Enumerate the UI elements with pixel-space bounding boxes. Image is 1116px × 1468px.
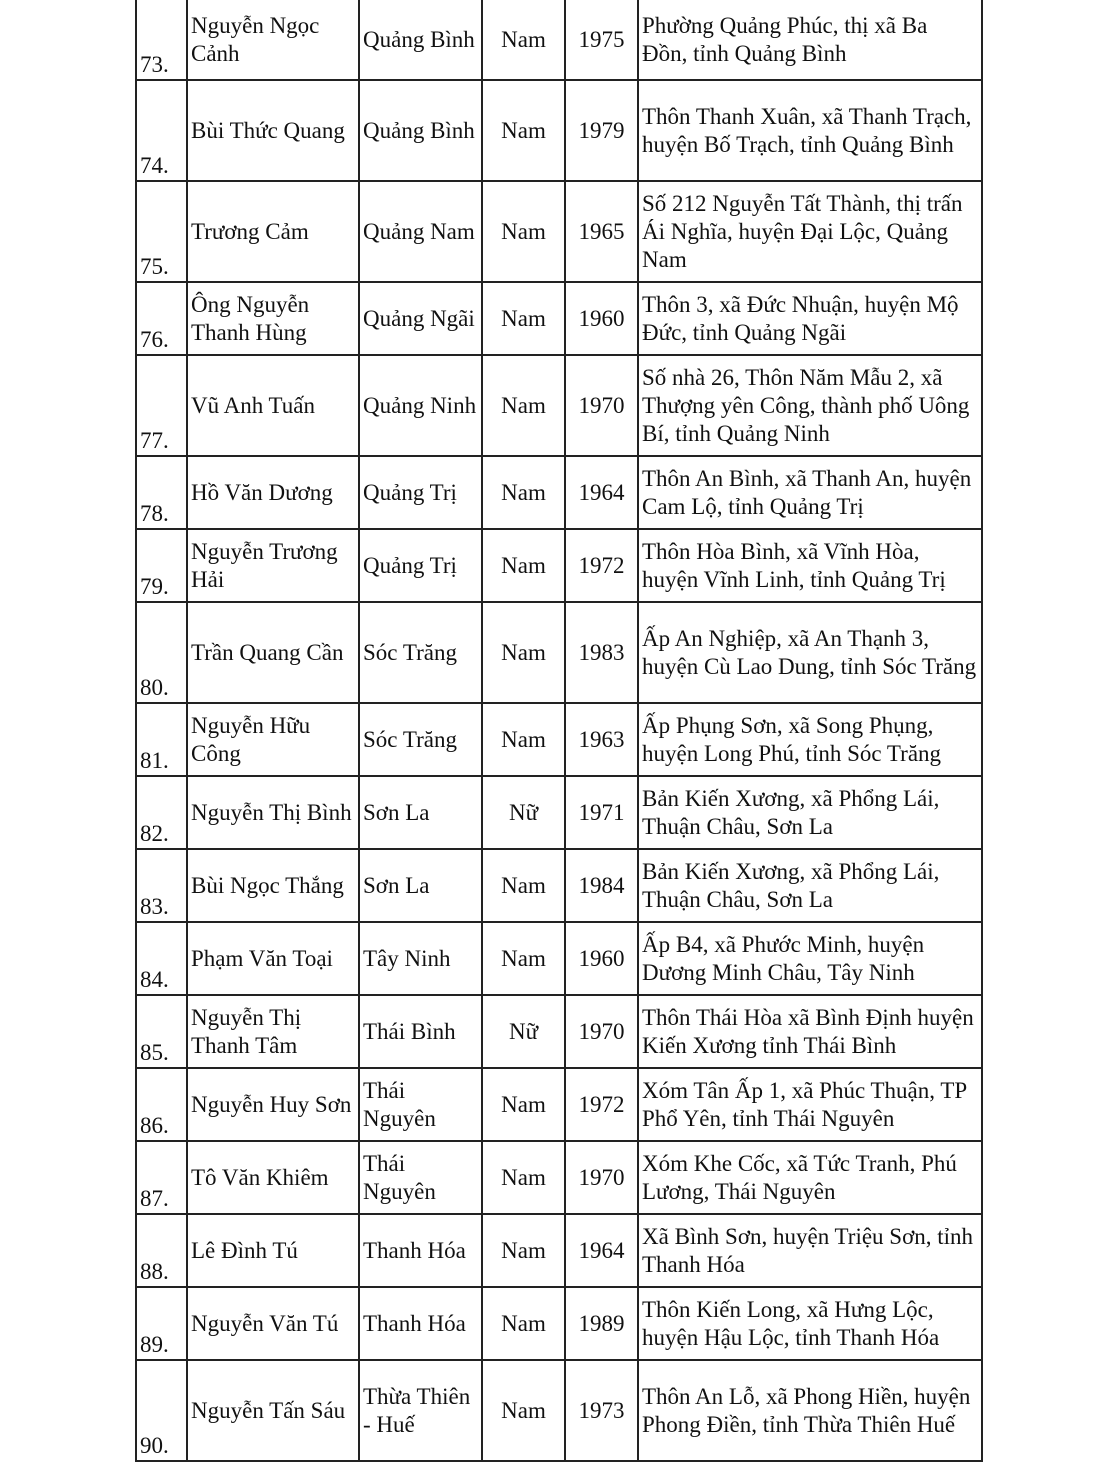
address-cell: Thôn Hòa Bình, xã Vĩnh Hòa, huyện Vĩnh Linh, tỉnh Quảng Trị [638,529,982,602]
person-name-cell: Bùi Thức Quang [187,80,359,181]
table-row [136,1214,982,1287]
row-number-cell: 77. [136,355,187,456]
row-number-cell: 89. [136,1287,187,1360]
birth-year-cell: 1975 [565,0,638,80]
birth-year-cell: 1960 [565,282,638,355]
person-name-cell: Nguyễn Thị Thanh Tâm [187,995,359,1068]
address-cell: Ấp Phụng Sơn, xã Song Phụng, huyện Long Phú, tỉnh Sóc Trăng [638,703,982,776]
person-name-cell: Ông Nguyễn Thanh Hùng [187,282,359,355]
province-cell: Thái Nguyên [359,1068,482,1141]
table-row [136,1287,982,1360]
person-name-cell: Nguyễn Thị Bình [187,776,359,849]
province-cell: Thừa Thiên - Huế [359,1360,482,1461]
sex-cell: Nam [482,849,565,922]
birth-year-cell: 1972 [565,529,638,602]
table-row [136,703,982,776]
row-number-cell: 76. [136,282,187,355]
sex-cell: Nam [482,456,565,529]
birth-year-cell: 1971 [565,776,638,849]
province-cell: Thanh Hóa [359,1287,482,1360]
birth-year-cell: 1963 [565,703,638,776]
province-cell: Quảng Ninh [359,355,482,456]
sex-cell: Nam [482,355,565,456]
birth-year-cell: 1970 [565,995,638,1068]
row-number-cell: 82. [136,776,187,849]
address-cell: Bản Kiến Xương, xã Phổng Lái, Thuận Châu, Sơn La [638,849,982,922]
table-row [136,80,982,181]
person-name-cell: Nguyễn Tấn Sáu [187,1360,359,1461]
person-name-cell: Bùi Ngọc Thắng [187,849,359,922]
row-number-cell: 73. [136,0,187,80]
birth-year-cell: 1960 [565,922,638,995]
province-cell: Quảng Bình [359,0,482,80]
row-number-cell: 86. [136,1068,187,1141]
province-cell: Sóc Trăng [359,602,482,703]
sex-cell: Nam [482,922,565,995]
address-cell: Số 212 Nguyễn Tất Thành, thị trấn Ái Nghĩa, huyện Đại Lộc, Quảng Nam [638,181,982,282]
table-row [136,282,982,355]
birth-year-cell: 1970 [565,355,638,456]
person-name-cell: Tô Văn Khiêm [187,1141,359,1214]
person-name-cell: Nguyễn Ngọc Cảnh [187,0,359,80]
sex-cell: Nam [482,80,565,181]
sex-cell: Nam [482,282,565,355]
address-cell: Xã Bình Sơn, huyện Triệu Sơn, tỉnh Thanh Hóa [638,1214,982,1287]
birth-year-cell: 1970 [565,1141,638,1214]
birth-year-cell: 1965 [565,181,638,282]
address-cell: Xóm Tân Ấp 1, xã Phúc Thuận, TP Phổ Yên, tỉnh Thái Nguyên [638,1068,982,1141]
province-cell: Sóc Trăng [359,703,482,776]
person-name-cell: Vũ Anh Tuấn [187,355,359,456]
sex-cell: Nữ [482,776,565,849]
address-cell: Thôn Thái Hòa xã Bình Định huyện Kiến Xương tỉnh Thái Bình [638,995,982,1068]
row-number-cell: 88. [136,1214,187,1287]
sex-cell: Nam [482,1287,565,1360]
birth-year-cell: 1989 [565,1287,638,1360]
person-name-cell: Nguyễn Huy Sơn [187,1068,359,1141]
person-name-cell: Lê Đình Tú [187,1214,359,1287]
province-cell: Quảng Trị [359,456,482,529]
table-row [136,776,982,849]
birth-year-cell: 1964 [565,1214,638,1287]
table-row [136,181,982,282]
row-number-cell: 80. [136,602,187,703]
table-row [136,602,982,703]
person-name-cell: Trương Cảm [187,181,359,282]
address-cell: Thôn An Lỗ, xã Phong Hiền, huyện Phong Điền, tỉnh Thừa Thiên Huế [638,1360,982,1461]
province-cell: Thái Nguyên [359,1141,482,1214]
person-name-cell: Trần Quang Cần [187,602,359,703]
province-cell: Thái Bình [359,995,482,1068]
sex-cell: Nam [482,529,565,602]
row-number-cell: 79. [136,529,187,602]
province-cell: Thanh Hóa [359,1214,482,1287]
province-cell: Quảng Bình [359,80,482,181]
row-number-cell: 85. [136,995,187,1068]
province-cell: Quảng Trị [359,529,482,602]
address-cell: Ấp An Nghiệp, xã An Thạnh 3, huyện Cù Lao Dung, tỉnh Sóc Trăng [638,602,982,703]
person-name-cell: Nguyễn Hữu Công [187,703,359,776]
address-cell: Xóm Khe Cốc, xã Tức Tranh, Phú Lương, Thái Nguyên [638,1141,982,1214]
sex-cell: Nam [482,181,565,282]
row-number-cell: 78. [136,456,187,529]
birth-year-cell: 1983 [565,602,638,703]
table-body [136,0,982,1461]
row-number-cell: 81. [136,703,187,776]
row-number-cell: 87. [136,1141,187,1214]
person-name-cell: Nguyễn Trương Hải [187,529,359,602]
row-number-cell: 74. [136,80,187,181]
row-number-cell: 84. [136,922,187,995]
birth-year-cell: 1984 [565,849,638,922]
province-cell: Sơn La [359,849,482,922]
birth-year-cell: 1972 [565,1068,638,1141]
person-name-cell: Hồ Văn Dương [187,456,359,529]
table-row [136,1360,982,1461]
table-row [136,0,982,80]
sex-cell: Nam [482,0,565,80]
table-row [136,529,982,602]
row-number-cell: 90. [136,1360,187,1461]
sex-cell: Nam [482,1068,565,1141]
province-cell: Sơn La [359,776,482,849]
address-cell: Ấp B4, xã Phước Minh, huyện Dương Minh Châu, Tây Ninh [638,922,982,995]
sex-cell: Nam [482,1360,565,1461]
birth-year-cell: 1979 [565,80,638,181]
sex-cell: Nam [482,602,565,703]
address-cell: Bản Kiến Xương, xã Phổng Lái, Thuận Châu, Sơn La [638,776,982,849]
sex-cell: Nữ [482,995,565,1068]
table-row [136,1141,982,1214]
table-row [136,922,982,995]
address-cell: Số nhà 26, Thôn Năm Mẫu 2, xã Thượng yên Công, thành phố Uông Bí, tỉnh Quảng Ninh [638,355,982,456]
row-number-cell: 75. [136,181,187,282]
table-row [136,995,982,1068]
address-cell: Thôn Thanh Xuân, xã Thanh Trạch, huyện Bố Trạch, tỉnh Quảng Bình [638,80,982,181]
birth-year-cell: 1964 [565,456,638,529]
table-row [136,849,982,922]
sex-cell: Nam [482,1214,565,1287]
row-number-cell: 83. [136,849,187,922]
address-cell: Thôn Kiến Long, xã Hưng Lộc, huyện Hậu Lộc, tỉnh Thanh Hóa [638,1287,982,1360]
province-cell: Tây Ninh [359,922,482,995]
province-cell: Quảng Nam [359,181,482,282]
recipients-table [135,0,983,1462]
person-name-cell: Phạm Văn Toại [187,922,359,995]
sex-cell: Nam [482,1141,565,1214]
table-row [136,1068,982,1141]
province-cell: Quảng Ngãi [359,282,482,355]
person-name-cell: Nguyễn Văn Tú [187,1287,359,1360]
table-row [136,355,982,456]
table-row [136,456,982,529]
sex-cell: Nam [482,703,565,776]
address-cell: Thôn 3, xã Đức Nhuận, huyện Mộ Đức, tỉnh Quảng Ngãi [638,282,982,355]
address-cell: Phường Quảng Phúc, thị xã Ba Đồn, tỉnh Quảng Bình [638,0,982,80]
address-cell: Thôn An Bình, xã Thanh An, huyện Cam Lộ, tỉnh Quảng Trị [638,456,982,529]
birth-year-cell: 1973 [565,1360,638,1461]
